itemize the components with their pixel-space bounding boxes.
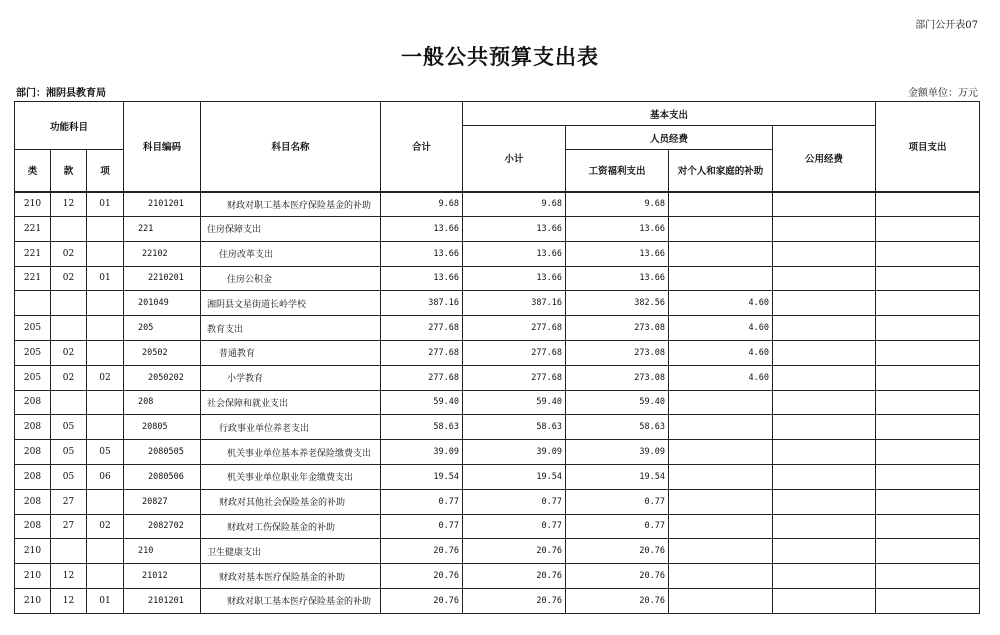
cell-code: 20827 [124,489,201,514]
cell-project [876,266,980,291]
cell-name: 财政对其他社会保险基金的补助 [201,489,381,514]
cell-kuan: 05 [51,415,87,440]
project-expenditure-header: 项目支出 [876,102,980,192]
cell-code: 205 [124,316,201,341]
table-row [15,415,980,440]
cell-public [773,340,876,365]
header-row-1 [15,102,980,126]
cell-total: 277.68 [381,316,463,341]
cell-salary: 20.76 [566,539,669,564]
cell-name: 财政对基本医疗保险基金的补助 [201,564,381,589]
cell-subtotal: 0.77 [463,489,566,514]
cell-kuan: 12 [51,192,87,217]
cell-code: 2080506 [124,464,201,489]
cell-project [876,564,980,589]
cell-kuan: 05 [51,440,87,465]
code-header: 科目编码 [124,102,201,192]
cell-kuan: 12 [51,588,87,613]
cell-class: 210 [15,192,51,217]
cell-class: 210 [15,564,51,589]
cell-subsidy [669,241,773,266]
cell-public [773,415,876,440]
cell-xiang: 01 [87,588,124,613]
cell-class: 208 [15,514,51,539]
page-title: 一般公共预算支出表 [401,44,599,69]
cell-subtotal: 387.16 [463,291,566,316]
public-funds-header: 公用经费 [773,126,876,192]
table-row [15,539,980,564]
cell-code: 221 [124,217,201,242]
cell-project [876,440,980,465]
cell-xiang: 05 [87,440,124,465]
subtotal-header: 小计 [463,126,566,192]
cell-class: 208 [15,440,51,465]
cell-code: 20502 [124,340,201,365]
cell-public [773,440,876,465]
cell-class: 210 [15,539,51,564]
cell-kuan: 02 [51,340,87,365]
cell-kuan: 27 [51,514,87,539]
cell-subtotal: 277.68 [463,340,566,365]
cell-subsidy: 4.60 [669,340,773,365]
cell-xiang [87,415,124,440]
cell-salary: 273.08 [566,365,669,390]
cell-kuan: 12 [51,564,87,589]
cell-salary: 13.66 [566,266,669,291]
cell-subtotal: 13.66 [463,266,566,291]
cell-project [876,217,980,242]
total-header: 合计 [381,102,463,192]
cell-xiang: 01 [87,192,124,217]
cell-total: 20.76 [381,564,463,589]
cell-code: 2080505 [124,440,201,465]
cell-name: 行政事业单位养老支出 [201,415,381,440]
table-row [15,564,980,589]
cell-public [773,365,876,390]
cell-subsidy [669,415,773,440]
cell-project [876,390,980,415]
cell-public [773,316,876,341]
cell-project [876,192,980,217]
cell-total: 277.68 [381,365,463,390]
cell-xiang [87,390,124,415]
table-row [15,464,980,489]
cell-total: 13.66 [381,241,463,266]
cell-name: 财政对工伤保险基金的补助 [201,514,381,539]
cell-class: 205 [15,365,51,390]
cell-class [15,291,51,316]
cell-subsidy: 4.60 [669,365,773,390]
cell-project [876,415,980,440]
cell-project [876,464,980,489]
cell-total: 20.76 [381,588,463,613]
cell-name: 财政对职工基本医疗保险基金的补助 [201,588,381,613]
cell-class: 208 [15,390,51,415]
cell-subsidy [669,390,773,415]
cell-public [773,241,876,266]
cell-xiang: 01 [87,266,124,291]
cell-subtotal: 39.09 [463,440,566,465]
cell-name: 机关事业单位职业年金缴费支出 [201,464,381,489]
cell-salary: 13.66 [566,241,669,266]
cell-subtotal: 9.68 [463,192,566,217]
cell-xiang [87,291,124,316]
table-row [15,192,980,217]
cell-code: 2082702 [124,514,201,539]
cell-name: 小学教育 [201,365,381,390]
cell-total: 20.76 [381,539,463,564]
cell-salary: 13.66 [566,217,669,242]
kuan-header: 款 [51,150,87,192]
cell-class: 221 [15,266,51,291]
cell-kuan: 27 [51,489,87,514]
cell-subtotal: 20.76 [463,588,566,613]
cell-xiang: 02 [87,365,124,390]
cell-class: 210 [15,588,51,613]
cell-salary: 382.56 [566,291,669,316]
cell-public [773,266,876,291]
cell-project [876,316,980,341]
cell-project [876,539,980,564]
cell-subtotal: 20.76 [463,539,566,564]
cell-subsidy [669,192,773,217]
cell-kuan: 05 [51,464,87,489]
cell-class: 221 [15,241,51,266]
cell-total: 9.68 [381,192,463,217]
cell-class: 208 [15,464,51,489]
cell-kuan [51,390,87,415]
cell-project [876,291,980,316]
cell-salary: 273.08 [566,340,669,365]
table-row [15,489,980,514]
cell-code: 2101201 [124,588,201,613]
cell-name: 教育支出 [201,316,381,341]
subsidy-header: 对个人和家庭的补助 [669,150,773,192]
table-row [15,514,980,539]
cell-subsidy [669,489,773,514]
cell-public [773,390,876,415]
cell-xiang [87,241,124,266]
cell-code: 21012 [124,564,201,589]
cell-subtotal: 13.66 [463,241,566,266]
name-header: 科目名称 [201,102,381,192]
cell-salary: 9.68 [566,192,669,217]
func-subject-header: 功能科目 [15,102,124,150]
cell-name: 机关事业单位基本养老保险缴费支出 [201,440,381,465]
cell-subtotal: 58.63 [463,415,566,440]
cell-public [773,192,876,217]
cell-project [876,340,980,365]
cell-salary: 273.08 [566,316,669,341]
cell-salary: 0.77 [566,514,669,539]
cell-name: 普通教育 [201,340,381,365]
table-row [15,365,980,390]
department-label: 部门：湘阴县教育局 [16,88,106,99]
salary-header: 工资福利支出 [566,150,669,192]
cell-kuan [51,539,87,564]
cell-kuan: 02 [51,266,87,291]
cell-xiang: 06 [87,464,124,489]
cell-salary: 19.54 [566,464,669,489]
cell-code: 2101201 [124,192,201,217]
cell-subsidy [669,539,773,564]
cell-xiang [87,539,124,564]
cell-code: 20805 [124,415,201,440]
cell-salary: 0.77 [566,489,669,514]
table-row [15,316,980,341]
cell-total: 58.63 [381,415,463,440]
cell-public [773,489,876,514]
cell-subtotal: 277.68 [463,316,566,341]
cell-total: 277.68 [381,340,463,365]
cell-public [773,464,876,489]
cell-public [773,588,876,613]
personnel-header: 人员经费 [566,126,773,150]
cell-salary: 59.40 [566,390,669,415]
amount-unit-label: 金额单位：万元 [908,88,978,99]
cell-project [876,241,980,266]
cell-name: 卫生健康支出 [201,539,381,564]
cell-code: 2210201 [124,266,201,291]
expenditure-table [14,101,980,614]
table-row [15,217,980,242]
cell-class: 208 [15,489,51,514]
table-row [15,241,980,266]
cell-name: 住房公积金 [201,266,381,291]
cell-public [773,291,876,316]
cell-xiang [87,340,124,365]
cell-name: 住房改革支出 [201,241,381,266]
cell-code: 210 [124,539,201,564]
cell-subsidy [669,217,773,242]
cell-class: 205 [15,340,51,365]
cell-name: 财政对职工基本医疗保险基金的补助 [201,192,381,217]
cell-subtotal: 19.54 [463,464,566,489]
cell-class: 205 [15,316,51,341]
cell-kuan: 02 [51,365,87,390]
cell-subtotal: 0.77 [463,514,566,539]
form-number: 部门公开表07 [915,20,978,31]
cell-public [773,514,876,539]
cell-subsidy [669,564,773,589]
cell-subsidy [669,588,773,613]
cell-name: 社会保障和就业支出 [201,390,381,415]
cell-salary: 20.76 [566,564,669,589]
cell-name: 湘阴县文星街道长岭学校 [201,291,381,316]
cell-total: 0.77 [381,489,463,514]
cell-code: 22102 [124,241,201,266]
cell-subsidy [669,440,773,465]
cell-subsidy: 4.60 [669,316,773,341]
cell-salary: 20.76 [566,588,669,613]
cell-kuan [51,217,87,242]
cell-xiang [87,217,124,242]
cell-subtotal: 13.66 [463,217,566,242]
xiang-header: 项 [87,150,124,192]
cell-kuan [51,316,87,341]
cell-xiang [87,564,124,589]
cell-kuan: 02 [51,241,87,266]
cell-subsidy [669,266,773,291]
cell-subtotal: 20.76 [463,564,566,589]
cell-subtotal: 277.68 [463,365,566,390]
cell-subsidy: 4.60 [669,291,773,316]
cell-salary: 39.09 [566,440,669,465]
table-row [15,588,980,613]
cell-total: 59.40 [381,390,463,415]
cell-total: 13.66 [381,217,463,242]
cell-project [876,514,980,539]
cell-name: 住房保障支出 [201,217,381,242]
cell-project [876,365,980,390]
cell-code: 2050202 [124,365,201,390]
cell-code: 201049 [124,291,201,316]
cell-code: 208 [124,390,201,415]
cell-kuan [51,291,87,316]
table-row [15,291,980,316]
cell-class: 208 [15,415,51,440]
cell-public [773,539,876,564]
table-row [15,390,980,415]
table-row [15,266,980,291]
cell-project [876,489,980,514]
cell-subtotal: 59.40 [463,390,566,415]
cell-subsidy [669,464,773,489]
cell-xiang [87,316,124,341]
cell-total: 387.16 [381,291,463,316]
table-body [15,192,980,614]
cell-total: 39.09 [381,440,463,465]
basic-expenditure-header: 基本支出 [463,102,876,126]
cell-salary: 58.63 [566,415,669,440]
cell-total: 19.54 [381,464,463,489]
cell-public [773,564,876,589]
cell-xiang: 02 [87,514,124,539]
table-row [15,440,980,465]
cell-total: 13.66 [381,266,463,291]
class-header: 类 [15,150,51,192]
cell-project [876,588,980,613]
cell-xiang [87,489,124,514]
table-row [15,340,980,365]
cell-class: 221 [15,217,51,242]
cell-public [773,217,876,242]
cell-subsidy [669,514,773,539]
cell-total: 0.77 [381,514,463,539]
